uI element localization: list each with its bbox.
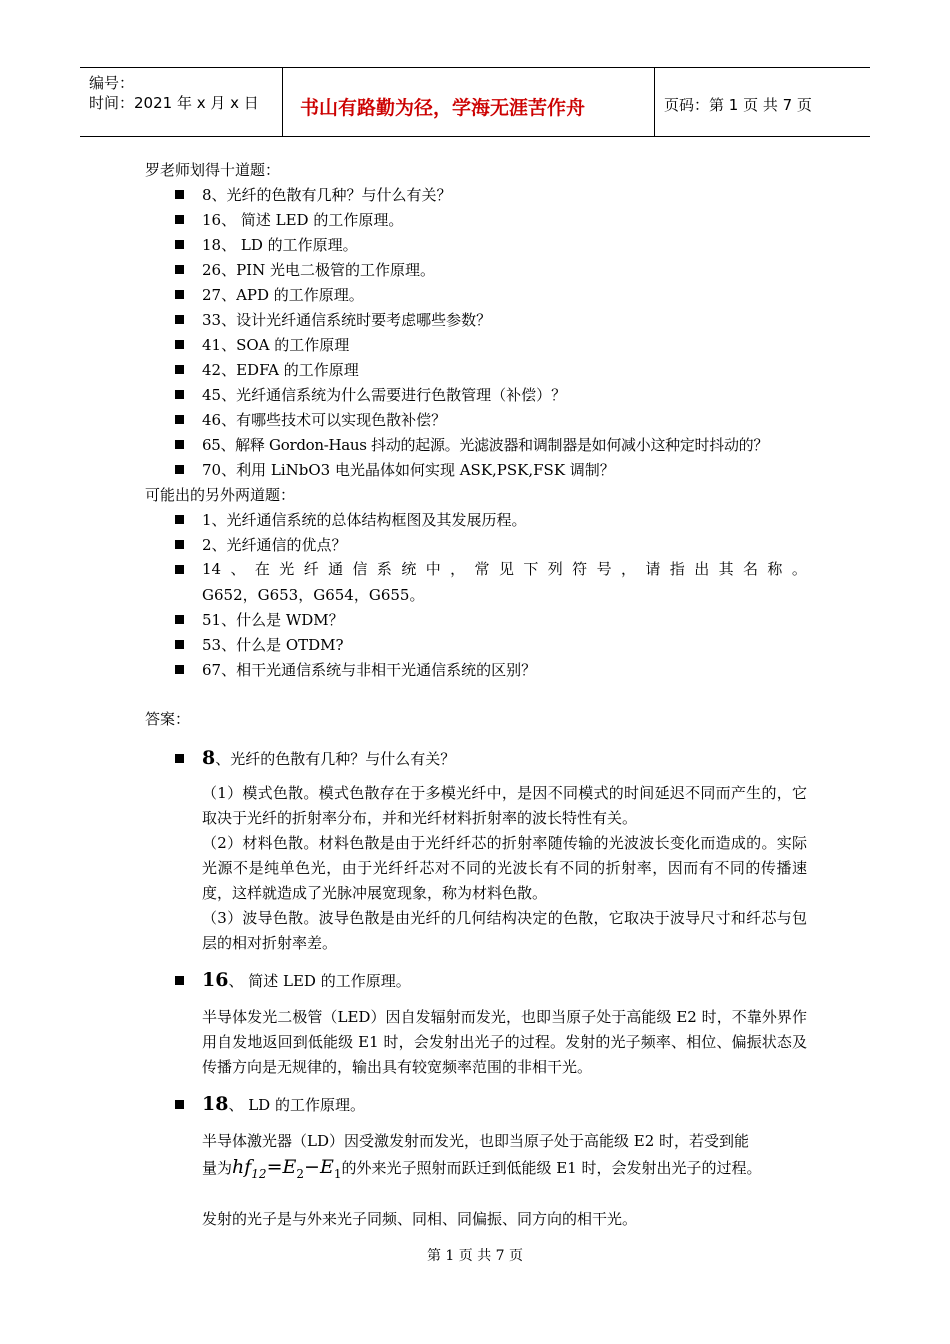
paragraph: （3）波导色散。波导色散是由光纤的几何结构决定的色散，它取决于波导尺寸和纤芯与包层的相对折射率差。 [202, 909, 807, 952]
bullet-icon [175, 315, 184, 324]
energy-formula: $hf_{12}=E_2-E_1$ [232, 1156, 342, 1181]
bullet-icon [175, 640, 184, 649]
bullet-icon [175, 540, 184, 549]
list-item: 41、SOA 的工作原理 [202, 336, 350, 354]
answer-number: 8 [202, 747, 216, 769]
list-item: 67、相干光通信系统与非相干光通信系统的区别？ [202, 661, 537, 679]
page-footer: 第 1 页 共 7 页 [426, 1248, 524, 1264]
bullet-icon [175, 665, 184, 674]
bullet-icon [175, 976, 184, 985]
bullet-icon [175, 365, 184, 374]
bullet-icon [175, 190, 184, 199]
page-header [80, 67, 870, 137]
list-item: 18、 LD 的工作原理。 [202, 236, 358, 254]
paragraph: 半导体发光二极管（LED）因自发辐射而发光，也即当原子处于高能级 E2 时，不靠外界作用自发地返回到低能级 E1 时，会发射出光子的过程。发射的光子频率、相位、偏振状态及传播方向是无规律的，输出具有较宽频率范围的非相干光。 [202, 1008, 807, 1076]
list-item: 65、解释 Gordon-Haus 抖动的起源。光滤波器和调制器是如何减小这种定时抖动的？ [202, 436, 769, 454]
bullet-icon [175, 565, 184, 574]
paragraph: （2）材料色散。材料色散是由于光纤纤芯的折射率随传输的光波波长变化而造成的。实际光源不是纯单色光，由于光纤纤芯对不同的光波长有不同的折射率，因而有不同的传播速度，这样就造成了光脉冲展宽现象，称为材料色散。 [202, 834, 807, 902]
list-item: 53、什么是 OTDM? [202, 636, 344, 654]
bullet-icon [175, 290, 184, 299]
bullet-icon [175, 265, 184, 274]
page-label: 页码：第 1 页 共 7 页 [664, 96, 812, 114]
list-item: 51、什么是 WDM？ [202, 611, 344, 629]
answer-16-heading [202, 966, 411, 995]
header-left-cell [80, 68, 283, 136]
answer-18-line-1: 半导体激光器（LD）因受激发射而发光，也即当原子处于高能级 E2 时，若受到能 [202, 1132, 750, 1150]
list-item: 33、设计光纤通信系统时要考虑哪些参数？ [202, 311, 492, 329]
answer-title: 、 简述 LED 的工作原理。 [228, 972, 411, 990]
list-item: 70、利用 LiNbO3 电光晶体如何实现 ASK,PSK,FSK 调制？ [202, 461, 615, 479]
code-label: 编号： [89, 74, 135, 92]
intro-heading-2: 可能出的另外两道题： [145, 486, 296, 504]
bullet-icon [175, 415, 184, 424]
answer-8-body [202, 781, 807, 956]
bullet-icon [175, 215, 184, 224]
bullet-icon [175, 1100, 184, 1109]
list-item: 16、 简述 LED 的工作原理。 [202, 211, 404, 229]
list-item: 45、光纤通信系统为什么需要进行色散管理（补偿）？ [202, 386, 567, 404]
bullet-icon [175, 465, 184, 474]
list-item-q14: 14 、 在 光 纤 通 信 系 统 中 ， 常 见 下 列 符 号 ， 请 指 出 其 名 称 。 [202, 560, 807, 578]
date-label: 时间：2021 年 x 月 x 日 [89, 94, 259, 112]
list-item: 2、光纤通信的优点？ [202, 536, 347, 554]
bullet-icon [175, 615, 184, 624]
motto: 书山有路勤为径，学海无涯苦作舟 [300, 97, 586, 119]
answer-18-para-2: 发射的光子是与外来光子同频、同相、同偏振、同方向的相干光。 [202, 1210, 638, 1228]
intro-heading-1: 罗老师划得十道题： [145, 161, 281, 179]
answer-number: 16 [202, 969, 229, 991]
list-item: 26、PIN 光电二极管的工作原理。 [202, 261, 435, 279]
bullet-icon [175, 440, 184, 449]
list-item-q14-line2: G652，G653，G654，G655。 [202, 586, 425, 604]
list-item: 1、光纤通信系统的总体结构框图及其发展历程。 [202, 511, 527, 529]
answer-number: 18 [202, 1093, 229, 1115]
list-item: 8、光纤的色散有几种？与什么有关？ [202, 186, 452, 204]
header-motto-cell [283, 68, 655, 136]
answer-8-heading [202, 744, 455, 773]
answer-18-line-2: 量为$hf_{12}=E_2-E_1$的外来光子照射而跃迁到低能级 E1 时，会发射出光子的过程。 [202, 1156, 762, 1181]
bullet-icon [175, 390, 184, 399]
answer-title: 、光纤的色散有几种？与什么有关？ [215, 750, 456, 768]
answer-16-body [202, 1005, 807, 1080]
list-item: 46、有哪些技术可以实现色散补偿？ [202, 411, 447, 429]
bullet-icon [175, 340, 184, 349]
paragraph: （1）模式色散。模式色散存在于多模光纤中，是因不同模式的时间延迟不同而产生的，它取决于光纤的折射率分布，并和光纤材料折射率的波长特性有关。 [202, 784, 807, 827]
answer-18-heading [202, 1090, 365, 1119]
answer-title: 、 LD 的工作原理。 [228, 1096, 365, 1114]
list-item: 27、APD 的工作原理。 [202, 286, 364, 304]
list-item: 42、EDFA 的工作原理 [202, 361, 359, 379]
bullet-icon [175, 240, 184, 249]
header-page-cell [655, 68, 870, 136]
bullet-icon [175, 515, 184, 524]
answers-heading: 答案： [145, 710, 191, 728]
bullet-icon [175, 754, 184, 763]
